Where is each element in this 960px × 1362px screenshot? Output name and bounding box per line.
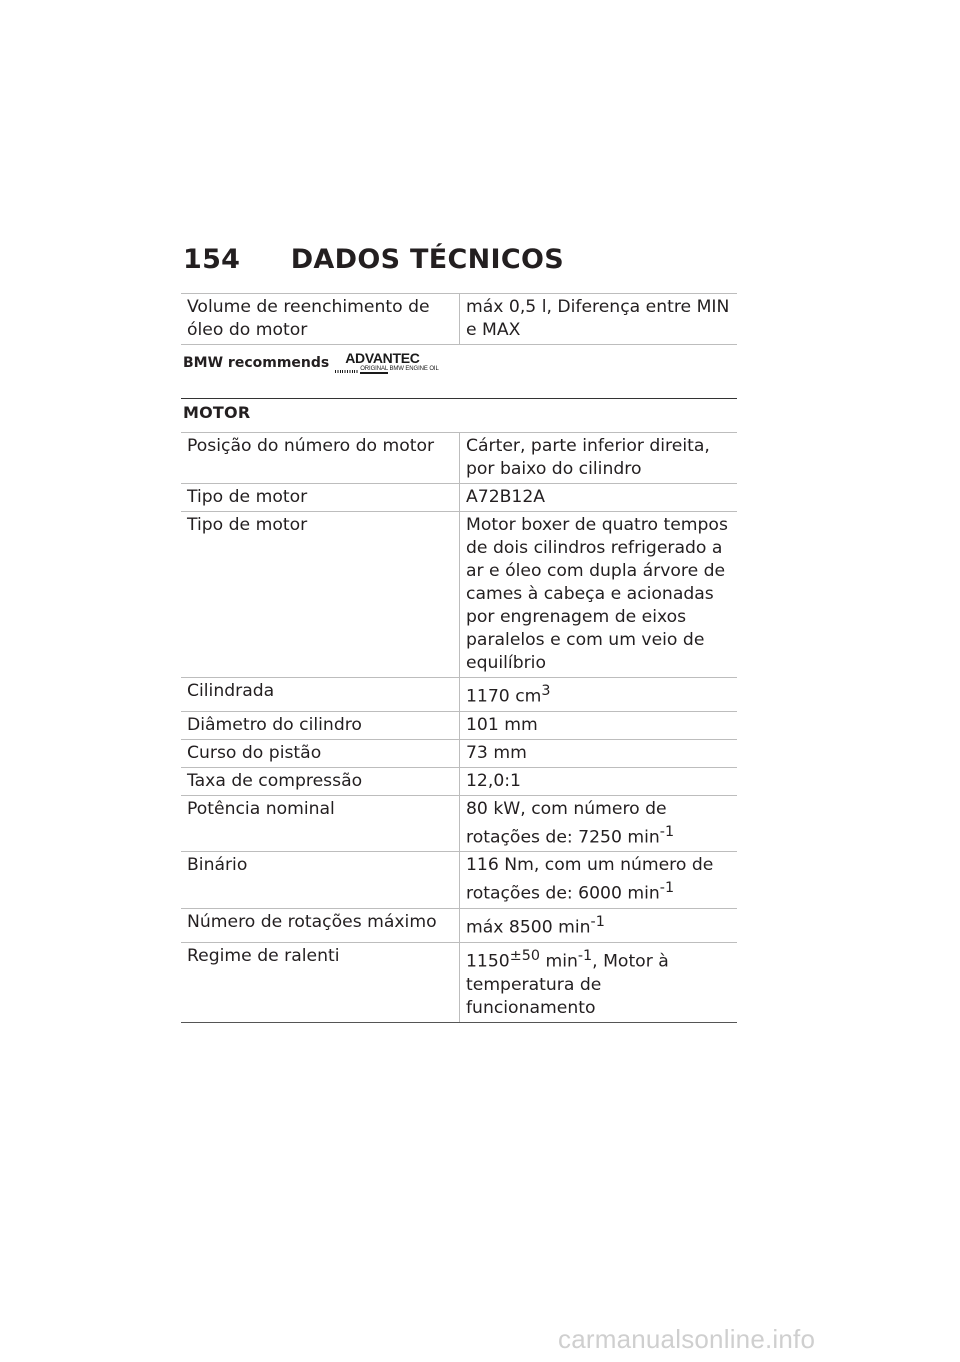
table-row — [181, 484, 737, 512]
logo-underline-icon — [360, 372, 388, 374]
spec-value: Motor boxer de quatro tempos de dois cilindros refrigerado a ar e óleo com dupla árvore de cames à cabeça e acionadas por engrenagem de eixos paralelos e com um veio de equilíbrio — [460, 512, 738, 678]
spec-value: Cárter, parte inferior direita, por baixo do cilindro — [460, 433, 738, 484]
spec-label: Volume de reenchimento de óleo do motor — [181, 294, 460, 345]
table-row — [181, 739, 737, 767]
spec-value: 1170 $cm^3$ — [460, 678, 738, 712]
spec-value: máx 8500 $\min^{-1}$ — [460, 909, 738, 943]
motor-spec-table — [181, 432, 737, 1023]
table-row — [181, 909, 737, 943]
table-row — [181, 942, 737, 1022]
spec-value: 80 kW, com número de rotações de: 7250 $\min^{-1}$ — [460, 795, 738, 852]
spec-label: Binário — [181, 852, 460, 909]
spec-label: Número de rotações máximo — [181, 909, 460, 943]
spec-label: Diâmetro do cilindro — [181, 711, 460, 739]
spec-value: A72B12A — [460, 484, 738, 512]
logo-sub-text: ORIGINAL BMW ENGINE OIL — [360, 366, 439, 372]
spec-label: Taxa de compressão — [181, 767, 460, 795]
spec-label: Potência nominal — [181, 795, 460, 852]
section-divider — [181, 398, 737, 399]
spec-value: 101 mm — [460, 711, 738, 739]
spec-value: 73 mm — [460, 739, 738, 767]
spec-label: Cilindrada — [181, 678, 460, 712]
table-row — [181, 433, 737, 484]
table-row — [181, 852, 737, 909]
recommends-text: BMW recommends — [183, 355, 330, 371]
spec-value: máx 0,5 l, Diferença entre MIN e MAX — [460, 294, 738, 345]
oil-spec-table — [181, 293, 737, 345]
section-title: MOTOR — [183, 403, 251, 422]
page-title: DADOS TÉCNICOS — [290, 244, 564, 275]
logo-bars-icon — [335, 370, 359, 373]
spec-label: Curso do pistão — [181, 739, 460, 767]
watermark: carmanualsonline.info — [558, 1324, 816, 1354]
bmw-recommends — [183, 350, 439, 376]
table-row — [181, 294, 737, 345]
logo-main-text: ADVANTEC — [345, 350, 420, 366]
spec-label: Tipo de motor — [181, 512, 460, 678]
spec-value: 12,0:1 — [460, 767, 738, 795]
table-row — [181, 512, 737, 678]
spec-value: 116 Nm, com um número de rotações de: 6000 $\min^{-1}$ — [460, 852, 738, 909]
table-row — [181, 767, 737, 795]
table-row — [181, 678, 737, 712]
spec-label: Regime de ralenti — [181, 942, 460, 1022]
page-header — [183, 244, 564, 275]
table-row — [181, 795, 737, 852]
page-number: 154 — [183, 244, 241, 275]
table-row — [181, 711, 737, 739]
advantec-logo — [335, 350, 439, 376]
spec-label: Tipo de motor — [181, 484, 460, 512]
spec-value: $1150^{\pm 50}$ $\min^{-1}$, Motor à temperatura de funcionamento — [460, 942, 738, 1022]
spec-label: Posição do número do motor — [181, 433, 460, 484]
